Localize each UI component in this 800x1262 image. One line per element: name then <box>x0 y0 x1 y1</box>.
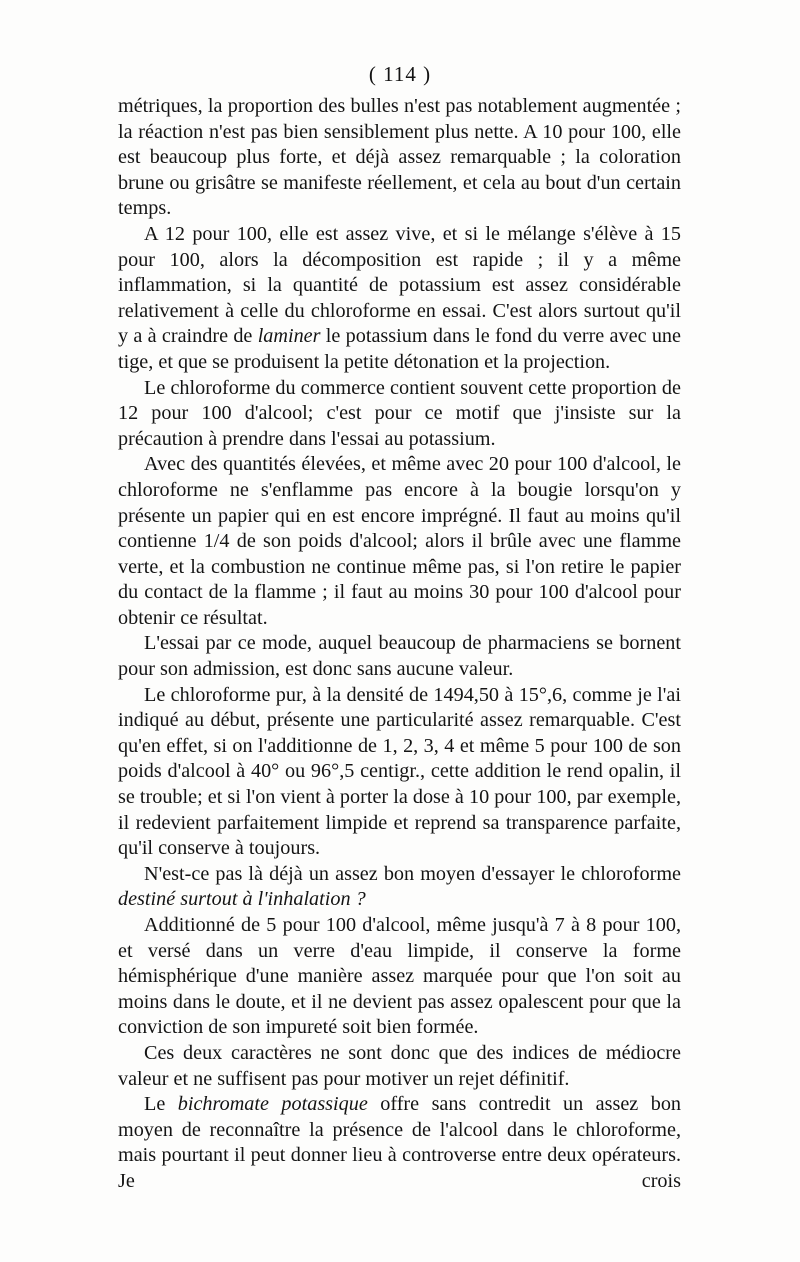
italic-term: bichromate potassique <box>177 1093 368 1116</box>
paragraph <box>118 1092 681 1194</box>
body-text <box>118 94 681 1195</box>
text-segment: Le chloroforme du commerce contient souvent cette proportion de 12 pour 100 d'alcool; c'est pour ce motif que j'insiste sur la précaution à prendre dans l'essai au potassium. <box>118 376 681 450</box>
page-number: ( 114 ) <box>368 62 432 86</box>
text-segment: Additionné de 5 pour 100 d'alcool, même jusqu'à 7 à 8 pour 100, et versé dans un verre d'eau limpide, il conserve la forme hémisphérique d'une manière assez marquée pour que l'on soit au moins dans le doute, et il ne devient pas assez opalescent pour que la conviction de son impureté soit bien formée. <box>118 914 681 1039</box>
text-segment: N'est-ce pas là déjà un assez bon moyen d'essayer le chloroforme <box>144 862 681 885</box>
paragraph <box>118 631 681 682</box>
text-segment: Avec des quantités élevées, et même avec 20 pour 100 d'alcool, le chloroforme ne s'enflamme pas encore à la bougie lorsqu'on y présente un papier qui en est encore imprégné. Il faut au moins qu'il contienne 1/4 de son poids d'alcool; alors il brûle avec une flamme verte, et la combustion ne continue même pas, si l'on retire le papier du contact de la flamme ; il faut au moins 30 pour 100 d'alcool pour obtenir ce résultat. <box>118 453 681 629</box>
text-segment: métriques, la proportion des bulles n'est pas notablement augmentée ; la réaction n'est pas bien sensiblement plus nette. A 10 pour 100, elle est beaucoup plus forte, et déjà assez remarquable ; la coloration brune ou grisâtre se manifeste réellement, et cela au bout d'un certain temps. <box>118 95 681 220</box>
text-segment: Le chloroforme pur, à la densité de 1494,50 à 15°,6, comme je l'ai indiqué au début, présente une particularité assez remarquable. C'est qu'en effet, si on l'additionne de 1, 2, 3, 4 et même 5 pour 100 de son poids d'alcool à 40° ou 96°,5 centigr., cette addition le rend opalin, il se trouble; et si l'on vient à porter la dose à 10 pour 100, par exemple, il redevient parfaitement limpide et reprend sa transparence parfaite, qu'il conserve à toujours. <box>118 683 681 860</box>
text-segment: Le <box>144 1093 178 1116</box>
text-segment: A 12 pour 100, elle est assez vive, et si le mélange s'élève à 15 pour 100, alors la décomposition est rapide ; il y a même inflammation, si la quantité de potassium est assez considérable relativement à celle du chloroforme en essai. C'est alors surtout qu'il y a à craindre de <box>118 222 681 348</box>
paragraph <box>118 683 681 862</box>
text-segment: offre sans contredit un assez bon moyen de reconnaître la présence de l'alcool dans le chloroforme, mais pourtant il peut donner lieu à controverse entre deux opérateurs. Je crois <box>118 1093 682 1192</box>
paragraph <box>118 222 681 376</box>
paragraph <box>118 913 681 1041</box>
paragraph <box>118 376 681 453</box>
paragraph <box>118 94 681 222</box>
italic-term: laminer <box>257 325 321 348</box>
paragraph <box>118 1041 681 1092</box>
italic-phrase: destiné surtout à l'inhalation ? <box>118 888 366 911</box>
text-segment: Ces deux caractères ne sont donc que des indices de médiocre valeur et ne suffisent pas pour motiver un rejet définitif. <box>118 1041 681 1090</box>
paragraph <box>118 862 681 913</box>
text-segment: le potassium dans le fond du verre avec une tige, et que se produisent la petite détonation et la projection. <box>118 325 681 373</box>
paragraph <box>118 452 681 631</box>
text-segment: L'essai par ce mode, auquel beaucoup de pharmaciens se bornent pour son admission, est donc sans aucune valeur. <box>118 632 681 681</box>
